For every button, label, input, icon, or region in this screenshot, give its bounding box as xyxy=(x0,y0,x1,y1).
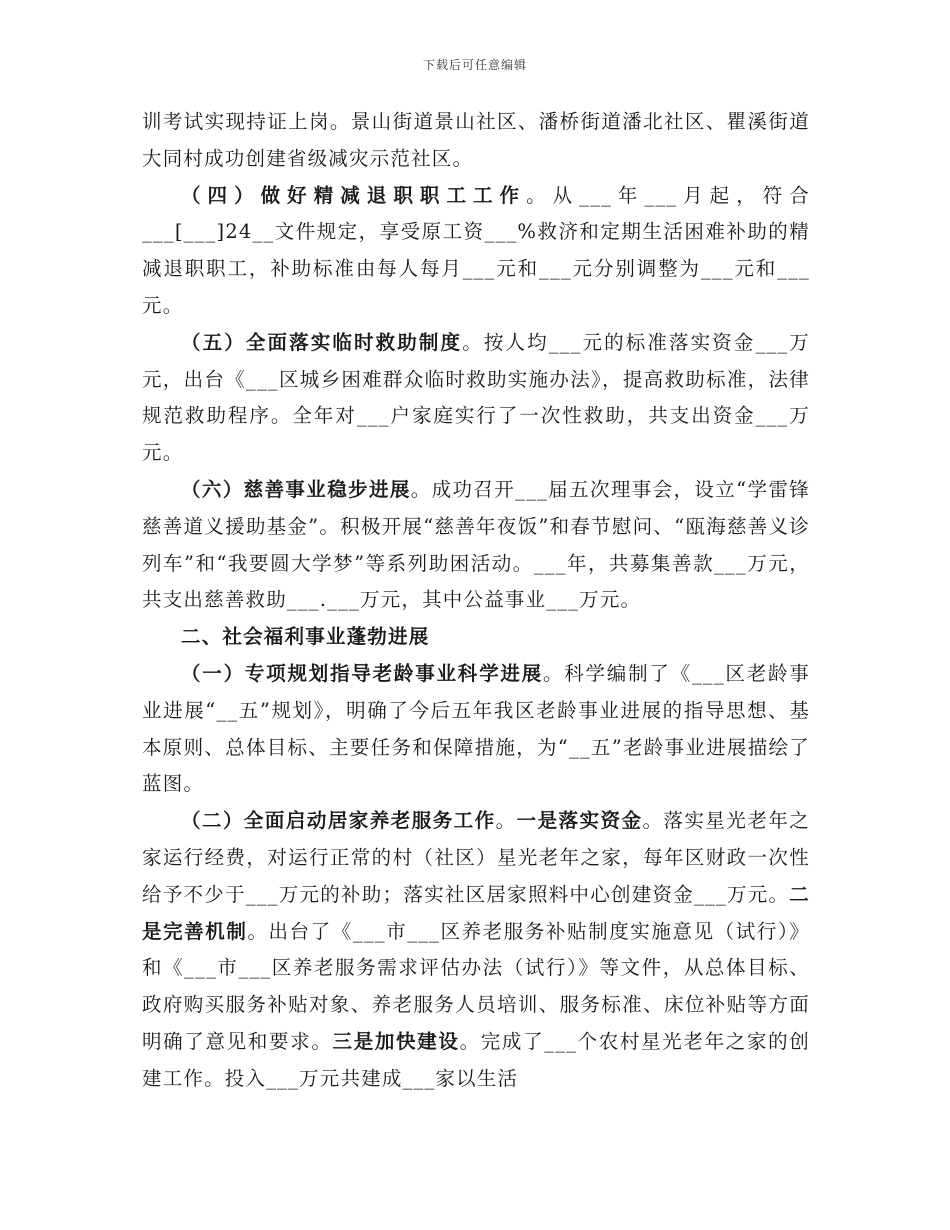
paragraph-text: 。成功召开___届五次理事会，设立“学雷锋慈善道义援助基金”。积极开展“慈善年夜饭”和春节慰问、“瓯海慈善义诊列车”和“我要圆大学梦”等系列助困活动。___年，共募集善款___万元，共支出慈善救助___.___万元，其中公益事业___万元。 xyxy=(142,477,811,612)
page-header: 下载后可任意编辑 xyxy=(422,58,527,72)
section-heading: （二）全面启动居家养老服务工作 xyxy=(181,809,496,833)
paragraph-welfare-1 xyxy=(142,656,810,803)
point-heading-1: 一是落实资金 xyxy=(516,809,643,833)
paragraph-6 xyxy=(142,472,810,619)
section-heading: （六）慈善事业稳步进展 xyxy=(181,477,411,501)
point-text-1: 。落实星光老年之家运行经费，对运行正常的村（社区）星光老年之家，每年区财政一次性给予不少于___万元的补助；落实社区居家照料中心创建资金___万元。 xyxy=(142,809,810,906)
section-heading: （一）专项规划指导老龄事业科学进展 xyxy=(181,661,543,685)
point-heading-3: 三是加快建设 xyxy=(332,1029,460,1053)
paragraph-1 xyxy=(142,104,810,178)
paragraph-text: 。科学编制了《___区老龄事业进展“__五”规划》，明确了今后五年我区老龄事业进展的指导思想、基本原则、总体目标、主要任务和保障措施，为“__五”老龄事业进展描绘了蓝图。 xyxy=(142,661,810,796)
punctuation: 。 xyxy=(495,809,517,833)
document-body xyxy=(142,104,810,1098)
section-heading: （五）全面落实临时救助制度 xyxy=(181,330,463,354)
paragraph-text: 训考试实现持证上岗。景山街道景山社区、潘桥街道潘北社区、瞿溪街道大同村成功创建省级减灾示范社区。 xyxy=(142,110,810,170)
paragraph-4 xyxy=(142,178,810,325)
point-text-3: 。完成了___个农村星光老年之家的创建工作。投入___万元共建成___家以生活 xyxy=(142,1029,810,1090)
paragraph-text: 。从___年___月起，符合___[___]24__文件规定，享受原工资___%救济和定期生活困难补助的精减退职职工，补助标准由每人每月___元和___元分别调整为___元和___元。 xyxy=(142,183,810,317)
point-heading-2: 二是完善机制 xyxy=(142,882,810,943)
point-text-2: 。出台了《___市___区养老服务补贴制度实施意见（试行）》和《___市___区养老服务需求评估办法（试行）》等文件，从总体目标、政府购买服务补贴对象、养老服务人员培训、服务标准、床位补贴等方面明确了意见和要求。 xyxy=(142,919,810,1053)
paragraph-5 xyxy=(142,325,810,472)
section-heading: （四）做好精减退职职工工作 xyxy=(181,183,527,207)
paragraph-welfare-2 xyxy=(142,803,810,1097)
paragraph-text: 。按人均___元的标准落实资金___万元，出台《___区城乡困难群众临时救助实施办法》，提高救助标准，法律规范救助程序。全年对___户家庭实行了一次性救助，共支出资金___万元。 xyxy=(142,330,810,465)
chapter-heading-text: 二、社会福利事业蓬勃进展 xyxy=(181,625,430,649)
chapter-heading xyxy=(142,619,810,656)
